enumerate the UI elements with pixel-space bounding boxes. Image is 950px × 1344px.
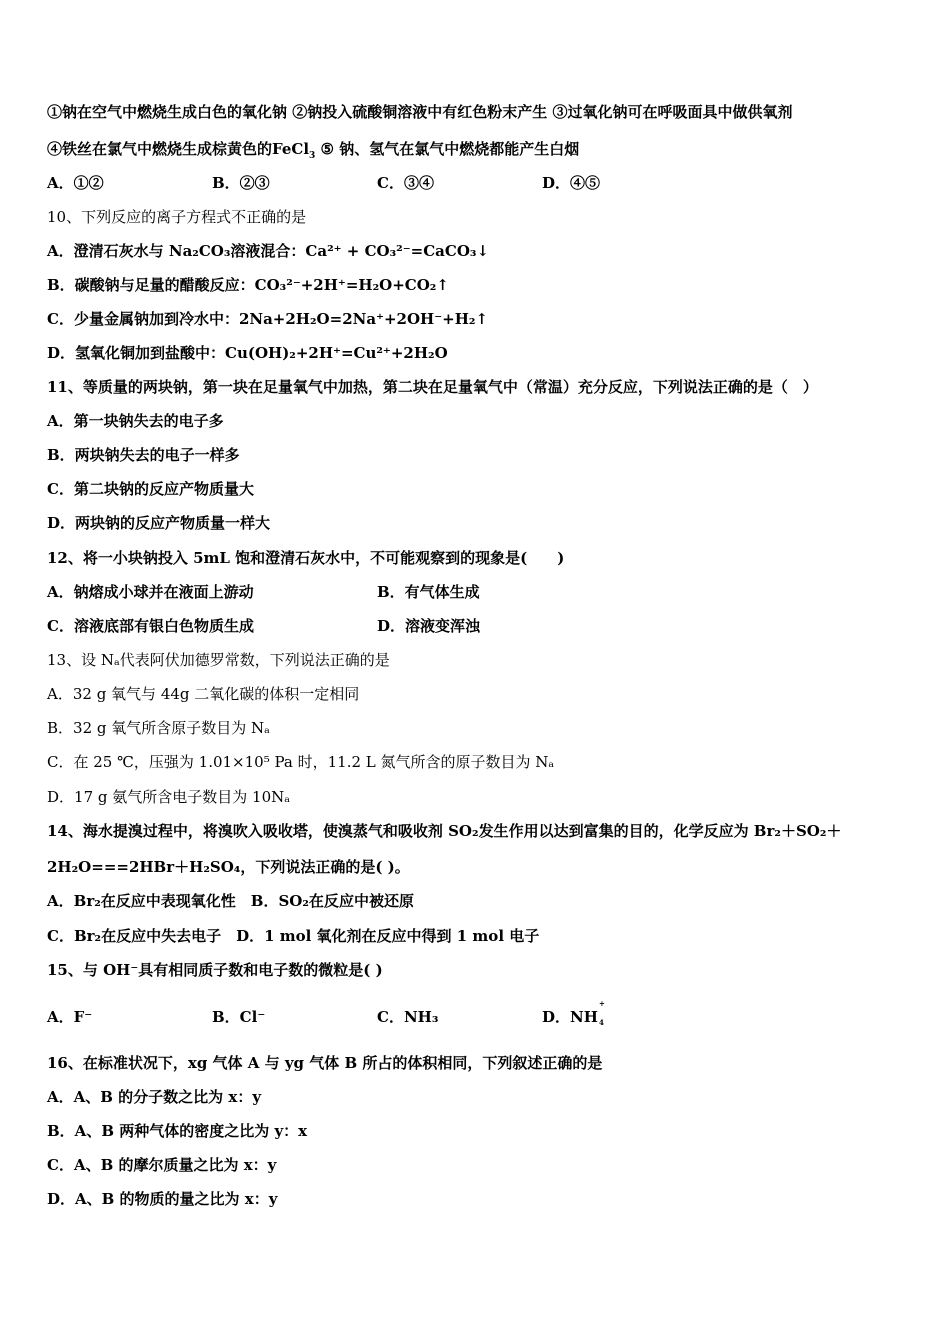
- q12-option-c: C．溶液底部有银白色物质生成: [47, 617, 254, 635]
- q16-option-d: D．A、B 的物质的量之比为 x：y: [47, 1190, 278, 1208]
- statement-line-2-b: ⑤ 钠、氢气在氯气中燃烧都能产生白烟: [315, 140, 580, 158]
- question-15: 15、与 OH⁻具有相同质子数和电子数的微粒是( ): [47, 961, 383, 979]
- q15-option-d-text: D．NH: [542, 1008, 598, 1026]
- q14-options-ab: A．Br₂在反应中表现氧化性 B．SO₂在反应中被还原: [47, 892, 414, 910]
- q16-option-b: B．A、B 两种气体的密度之比为 y：x: [47, 1122, 308, 1140]
- q15-d-superscript: +: [599, 999, 605, 1008]
- q11-option-c: C．第二块钠的反应产物质量大: [47, 480, 254, 498]
- q10-option-a: A．澄清石灰水与 Na₂CO₃溶液混合：Ca²⁺ + CO₃²⁻=CaCO₃↓: [47, 242, 490, 260]
- q15-d-subscript: 4: [599, 1018, 604, 1027]
- fecl-subscript: 3: [309, 151, 316, 161]
- question-10: 10、下列反应的离子方程式不正确的是: [47, 208, 307, 226]
- q9-option-d: D．④⑤: [542, 174, 601, 192]
- q11-option-d: D．两块钠的反应产物质量一样大: [47, 514, 271, 532]
- q13-option-c: C．在 25 ℃，压强为 1.01×10⁵ Pa 时，11.2 L 氮气所含的原子数目为 Nₐ: [47, 753, 555, 771]
- q9-option-a: A．①②: [47, 174, 104, 192]
- q12-option-d: D．溶液变浑浊: [377, 617, 481, 635]
- question-13: 13、设 Nₐ代表阿伏加德罗常数，下列说法正确的是: [47, 651, 390, 669]
- q10-option-d: D．氢氧化铜加到盐酸中：Cu(OH)₂+2H⁺=Cu²⁺+2H₂O: [47, 344, 448, 362]
- q10-option-c: C．少量金属钠加到冷水中：2Na+2H₂O=2Na⁺+2OH⁻+H₂↑: [47, 310, 489, 328]
- q15-option-a: A．F⁻: [47, 1008, 93, 1026]
- q15-option-c: C．NH₃: [377, 1008, 439, 1026]
- question-14-cont: 2H₂O===2HBr＋H₂SO₄，下列说法正确的是( )。: [47, 858, 410, 876]
- question-11: 11、等质量的两块钠，第一块在足量氧气中加热，第二块在足量氧气中（常温）充分反应，下列说法正确的是（ ）: [47, 378, 818, 396]
- q10-option-b: B．碳酸钠与足量的醋酸反应：CO₃²⁻+2H⁺=H₂O+CO₂↑: [47, 276, 449, 294]
- q15-option-d: [542, 999, 605, 1027]
- q12-option-a: A．钠熔成小球并在液面上游动: [47, 583, 254, 601]
- fecl-formula: FeCl: [272, 140, 310, 158]
- statement-line-2: [47, 139, 579, 159]
- q12-option-b: B．有气体生成: [377, 583, 480, 601]
- q11-option-b: B．两块钠失去的电子一样多: [47, 446, 240, 464]
- q13-option-a: A．32 g 氧气与 44g 二氧化碳的体积一定相同: [47, 685, 360, 703]
- question-14: 14、海水提溴过程中，将溴吹入吸收塔，使溴蒸气和吸收剂 SO₂发生作用以达到富集的目的，化学反应为 Br₂＋SO₂＋: [47, 822, 842, 840]
- q13-option-d: D．17 g 氨气所含电子数目为 10Nₐ: [47, 788, 291, 806]
- q13-option-b: B．32 g 氧气所含原子数目为 Nₐ: [47, 719, 270, 737]
- q9-option-c: C．③④: [377, 174, 434, 192]
- q16-option-a: A．A、B 的分子数之比为 x：y: [47, 1088, 262, 1106]
- q14-options-cd: C．Br₂在反应中失去电子 D．1 mol 氧化剂在反应中得到 1 mol 电子: [47, 927, 540, 945]
- q15-option-b: B．Cl⁻: [212, 1008, 266, 1026]
- q9-option-b: B．②③: [212, 174, 270, 192]
- statement-line-2-a: ④铁丝在氯气中燃烧生成棕黄色的: [47, 140, 273, 158]
- question-12: 12、将一小块钠投入 5mL 饱和澄清石灰水中，不可能观察到的现象是( ): [47, 549, 565, 567]
- q11-option-a: A．第一块钠失去的电子多: [47, 412, 224, 430]
- question-16: 16、在标准状况下，xg 气体 A 与 yg 气体 B 所占的体积相同，下列叙述正确的是: [47, 1054, 603, 1072]
- statement-line-1: ①钠在空气中燃烧生成白色的氧化钠 ②钠投入硫酸铜溶液中有红色粉末产生 ③过氧化钠可在呼吸面具中做供氧剂: [47, 103, 793, 121]
- q16-option-c: C．A、B 的摩尔质量之比为 x：y: [47, 1156, 277, 1174]
